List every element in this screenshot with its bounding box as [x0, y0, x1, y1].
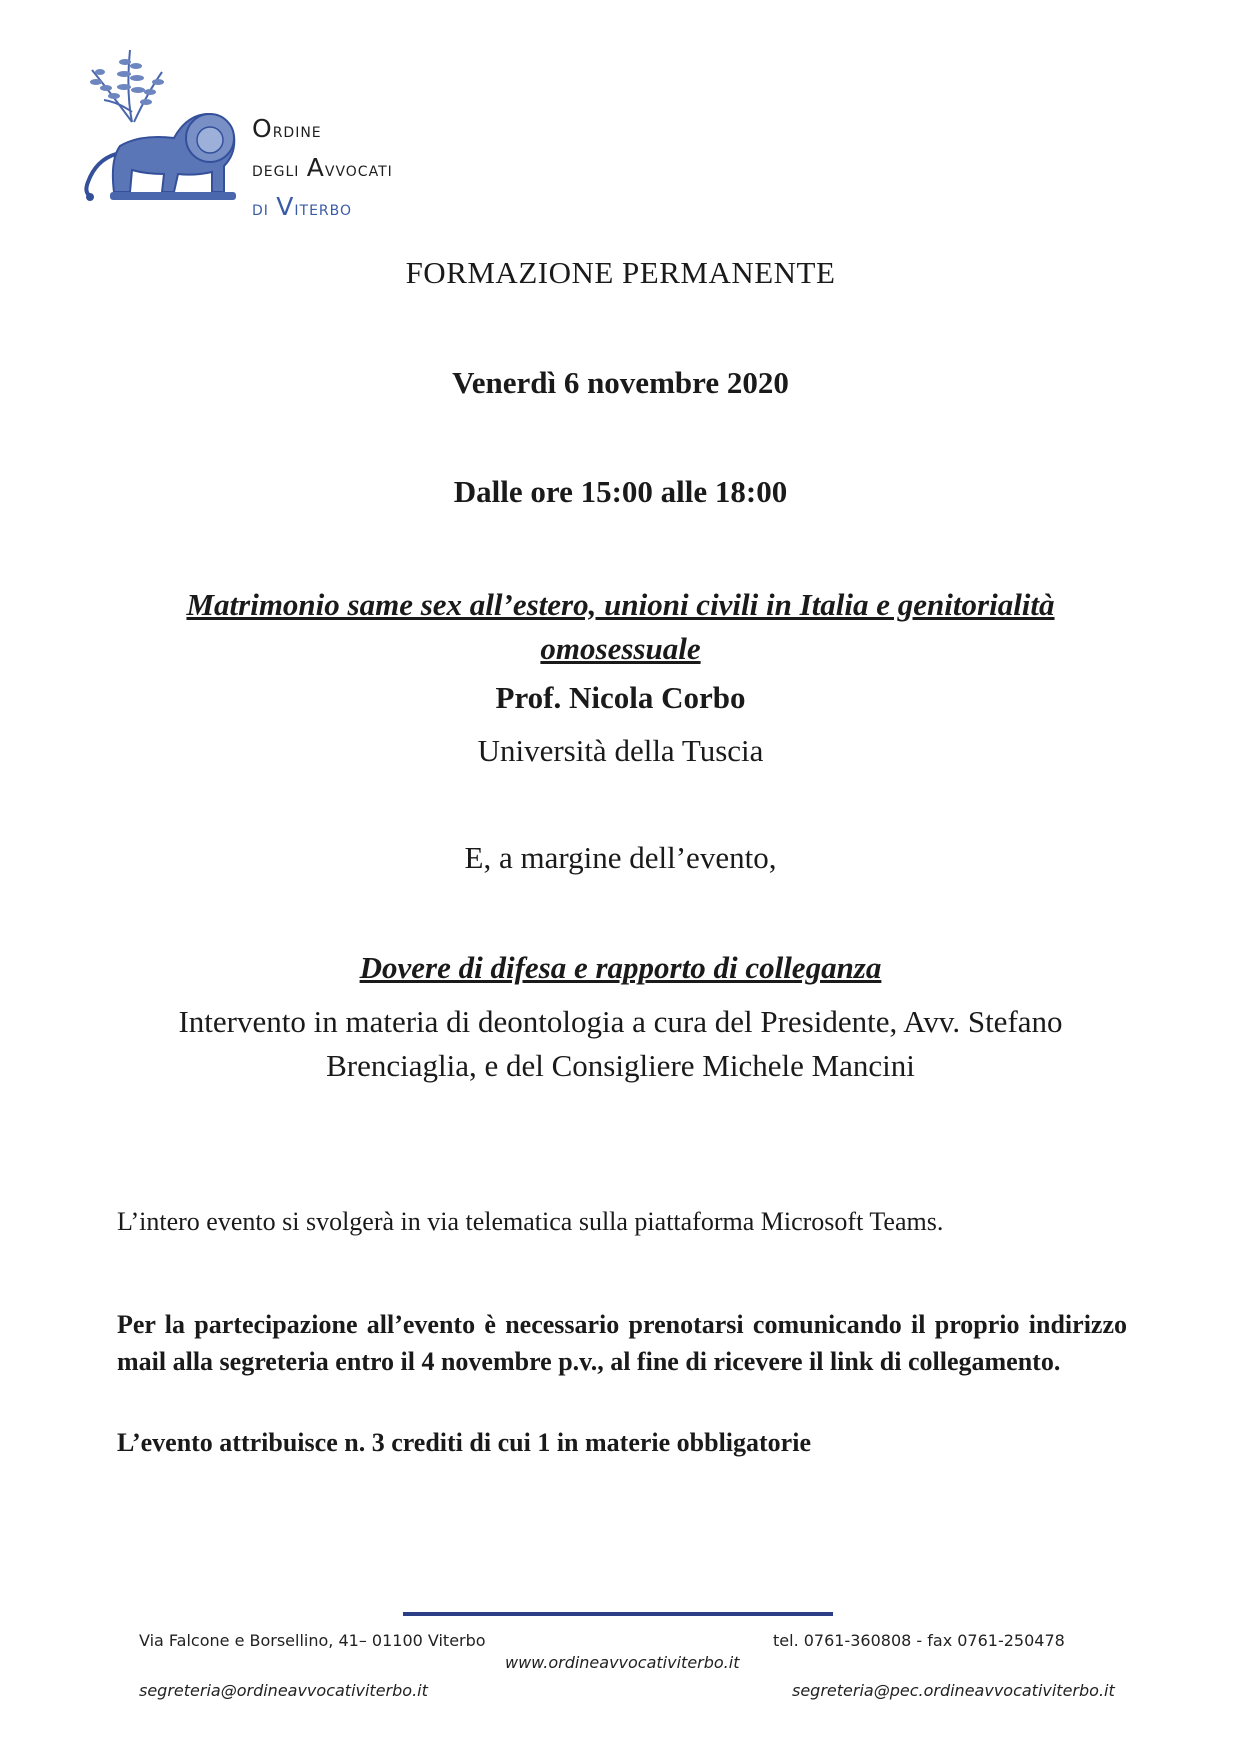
- document-title: FORMAZIONE PERMANENTE: [405, 255, 836, 290]
- talk-title-main: Matrimonio same sex all’estero, unioni civili in Italia e genitorialità omosessuale: [186, 587, 1055, 666]
- org-word: di: [252, 196, 277, 220]
- org-initial: O: [252, 114, 273, 143]
- footer-pec-link[interactable]: segreteria@pec.ordineavvocativiterbo.it: [792, 1681, 1115, 1700]
- speaker-affiliation: Università della Tuscia: [477, 733, 764, 768]
- org-word: rdine: [272, 118, 322, 142]
- org-name-line-2: [252, 149, 393, 188]
- talk-title-deontology: Dovere di difesa e rapporto di colleganza: [359, 950, 882, 985]
- footer-divider: [403, 1612, 833, 1616]
- platform-info: L’intero evento si svolgerà in via telematica sulla piattaforma Microsoft Teams.: [117, 1207, 944, 1236]
- org-word: vvocati: [324, 157, 393, 181]
- event-date: Venerdì 6 novembre 2020: [452, 365, 789, 400]
- footer-email-link[interactable]: segreteria@ordineavvocativiterbo.it: [139, 1681, 428, 1700]
- org-initial: A: [306, 153, 325, 182]
- org-word: iterbo: [294, 196, 353, 220]
- org-word: degli: [252, 157, 307, 181]
- booking-instructions: Per la partecipazione all’evento è necessario prenotarsi comunicando il proprio indirizzo mail alla segreteria entro il 4 novembre p.v., al fine di ricevere il link di collegamento.: [117, 1310, 1127, 1376]
- credits-info: L’evento attribuisce n. 3 crediti di cui 1 in materie obbligatorie: [117, 1428, 811, 1457]
- lion-with-palm-icon: [70, 42, 260, 217]
- organization-name: [252, 110, 393, 227]
- margin-note: E, a margine dell’evento,: [464, 840, 777, 875]
- org-name-line-1: [252, 110, 393, 149]
- talk-description: Intervento in materia di deontologia a cura del Presidente, Avv. Stefano Brenciaglia, e del Consigliere Michele Mancini: [178, 1004, 1063, 1083]
- speaker-name: Prof. Nicola Corbo: [495, 680, 746, 715]
- footer-phone: tel. 0761-360808 - fax 0761-250478: [773, 1631, 1065, 1650]
- footer-website-link[interactable]: www.ordineavvocativiterbo.it: [505, 1653, 740, 1672]
- footer-address: Via Falcone e Borsellino, 41– 01100 Viterbo: [139, 1631, 486, 1650]
- org-initial: V: [276, 192, 295, 221]
- event-time: Dalle ore 15:00 alle 18:00: [453, 474, 788, 509]
- org-name-line-3: [252, 188, 393, 227]
